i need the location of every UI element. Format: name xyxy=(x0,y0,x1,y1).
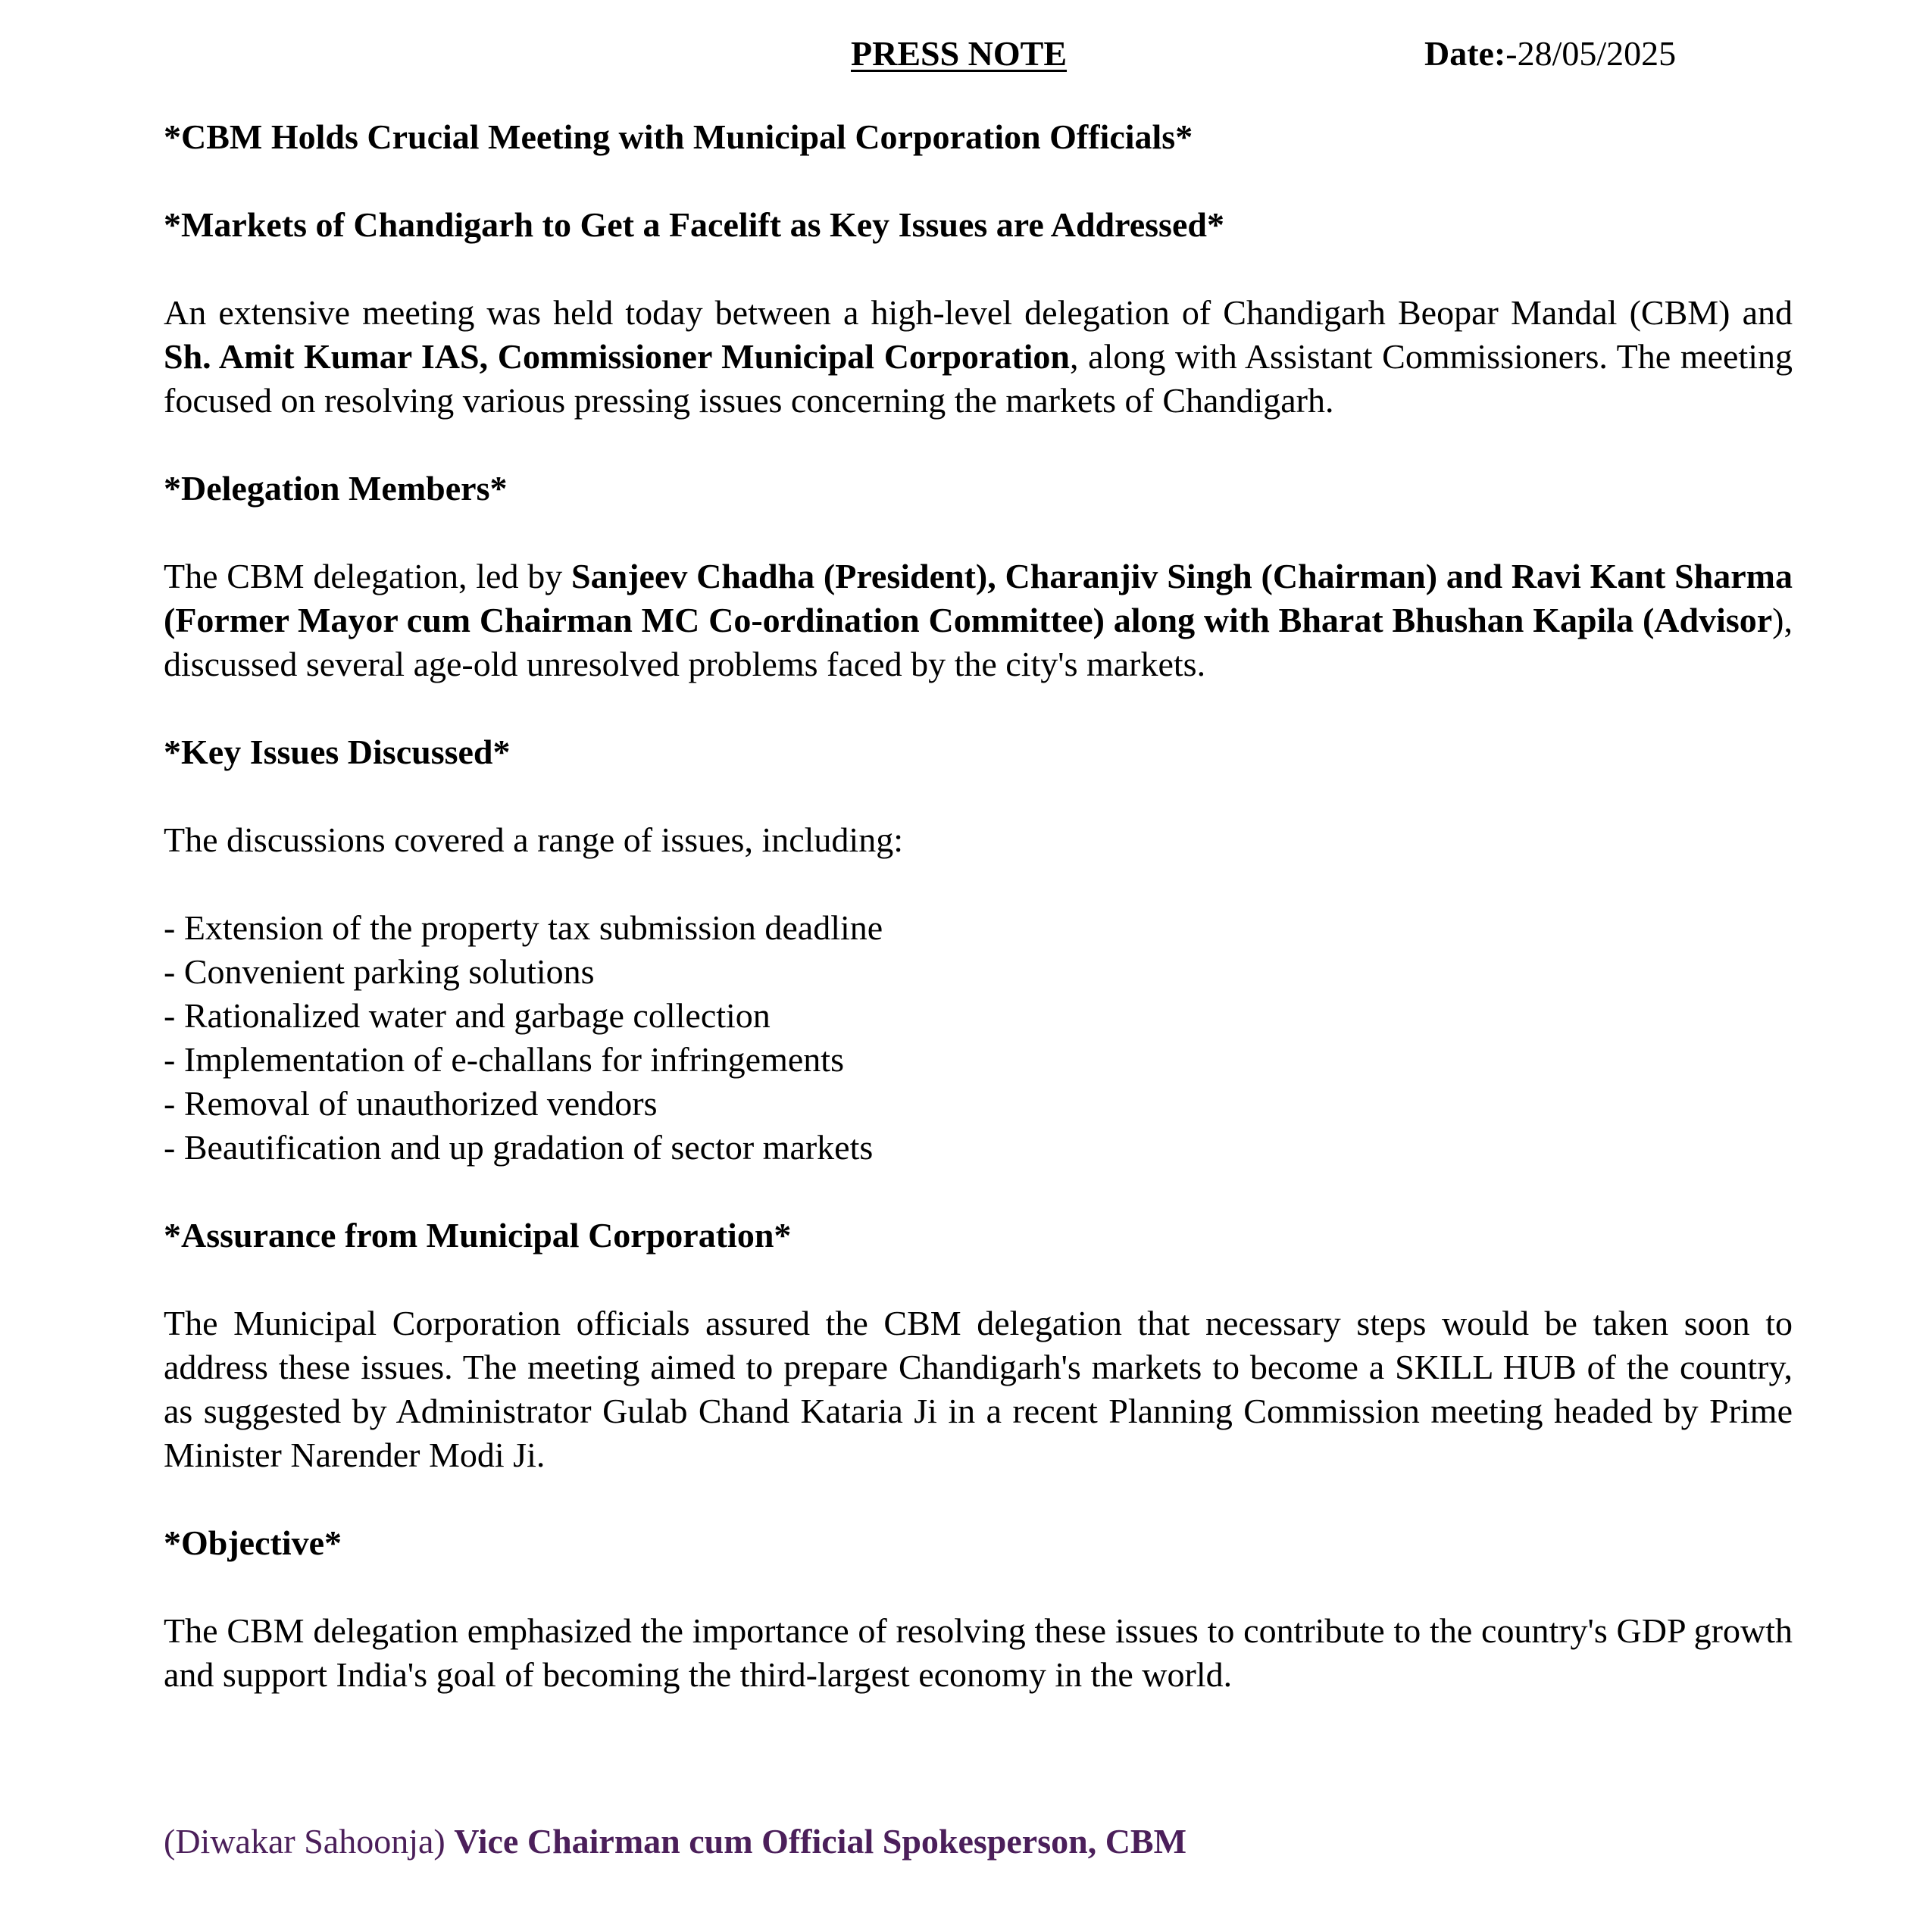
issues-heading: *Key Issues Discussed* xyxy=(164,733,511,771)
date-value: -28/05/2025 xyxy=(1505,34,1677,73)
signature-line xyxy=(164,1821,1186,1861)
signatory-role: Vice Chairman cum Official Spokesperson, CBM xyxy=(454,1822,1187,1861)
headline-meeting: *CBM Holds Crucial Meeting with Municipal Corporation Officials* xyxy=(164,117,1193,156)
intro-text-start: An extensive meeting was held today between a high-level delegation of Chandigarh Beopar Mandal (CBM) and xyxy=(164,293,1793,332)
list-item: - Beautification and up gradation of sector markets xyxy=(164,1128,874,1167)
date-line xyxy=(1424,33,1676,73)
list-item: - Extension of the property tax submission deadline xyxy=(164,908,883,947)
date-label: Date: xyxy=(1424,34,1506,73)
assurance-paragraph: The Municipal Corporation officials assured the CBM delegation that necessary steps would be taken soon to address these issues. The meeting aimed to prepare Chandigarh's markets to become a SKILL HUB of the country, as suggested by Administrator Gulab Chand Kataria Ji in a recent Planning Commission meeting headed by Prime Minister Narender Modi Ji. xyxy=(164,1304,1793,1474)
page-title: PRESS NOTE xyxy=(851,34,1068,73)
intro-paragraph xyxy=(164,291,1793,423)
list-item: - Implementation of e-challans for infringements xyxy=(164,1040,844,1079)
intro-commissioner-name: Sh. Amit Kumar IAS, Commissioner Municipal Corporation xyxy=(164,337,1071,376)
intro-text-end: , along with Assistant Commissioners. The meeting focused on resolving various pressing issues concerning the markets of Chandigarh. xyxy=(164,337,1793,420)
list-item: - Removal of unauthorized vendors xyxy=(164,1084,658,1123)
delegation-paragraph xyxy=(164,555,1793,686)
assurance-heading: *Assurance from Municipal Corporation* xyxy=(164,1216,792,1255)
header-row xyxy=(0,33,1932,79)
delegation-text-end: ), discussed several age-old unresolved problems faced by the city's markets. xyxy=(164,601,1793,683)
headline-markets: *Markets of Chandigarh to Get a Facelift as Key Issues are Addressed* xyxy=(164,205,1224,244)
objective-paragraph: The CBM delegation emphasized the importance of resolving these issues to contribute to the country's GDP growth and support India's goal of becoming the third-largest economy in the world. xyxy=(164,1611,1793,1694)
delegation-text-start: The CBM delegation, led by xyxy=(164,557,572,595)
press-note-body xyxy=(164,115,1793,1741)
objective-heading: *Objective* xyxy=(164,1523,342,1562)
list-item: - Convenient parking solutions xyxy=(164,952,595,991)
list-item: - Rationalized water and garbage collection xyxy=(164,996,771,1035)
delegation-heading: *Delegation Members* xyxy=(164,469,508,508)
signatory-name: (Diwakar Sahoonja) xyxy=(164,1822,445,1861)
issues-list xyxy=(164,906,1793,1170)
issues-intro: The discussions covered a range of issues, including: xyxy=(164,820,903,859)
delegation-members-names: Sanjeev Chadha (President), Charanjiv Singh (Chairman) and Ravi Kant Sharma (Former Mayor cum Chairman MC Co-ordination Committee) along with Bharat Bhushan Kapila (Advisor xyxy=(164,557,1793,639)
